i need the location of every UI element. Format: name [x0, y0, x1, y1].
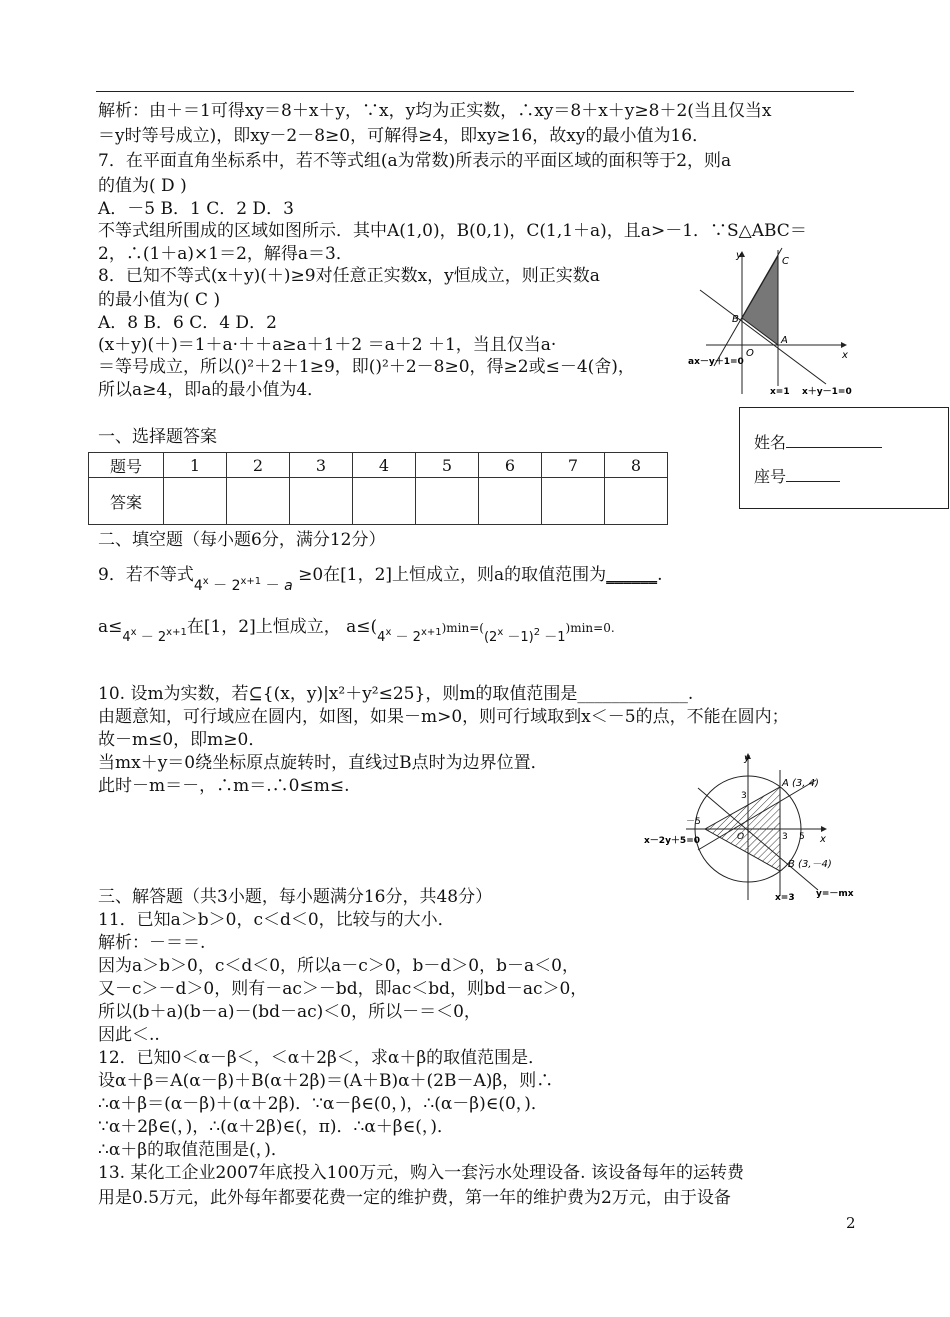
- text-line-l8: 8．已知不等式(x＋y)(＋)≥9对任意正实数x，y恒成立，则正实数a: [98, 266, 600, 286]
- label-x-2: x: [820, 834, 826, 845]
- name-label: 姓名: [754, 433, 787, 452]
- answer-cell-7[interactable]: [542, 478, 605, 525]
- text-line-l15: 二、填空题（每小题6分，满分12分）: [98, 530, 386, 550]
- label-5x: 5: [799, 832, 805, 842]
- text-line-l14: 一、选择题答案: [98, 427, 217, 447]
- figure-q10-circle: [640, 750, 870, 904]
- text-line-l31: 设α＋β＝A(α－β)＋B(α＋2β)＝(A＋B)α＋(2B－A)β，则∴: [98, 1071, 554, 1091]
- text-line-l11: (x＋y)(＋)＝1＋a·＋＋a≥a＋1＋2 ＝a＋2 ＋1，当且仅当a·: [98, 335, 557, 355]
- text-line-l29: 因此＜..: [98, 1025, 160, 1045]
- label-B-2: B (3,－4): [788, 859, 832, 870]
- label-line2: x=1: [770, 387, 790, 397]
- text-line-l20: 故－m≤0，即m≥0．: [98, 730, 266, 750]
- table-num-2: 2: [227, 453, 290, 478]
- text-line-l30: 12．已知0＜α－β＜，＜α＋2β＜，求α＋β的取值范围是．: [98, 1048, 546, 1068]
- label-3x: 3: [782, 832, 788, 842]
- label-line3-2: y=－mx: [816, 889, 854, 899]
- text-line-l28: 所以(b＋a)(b－a)－(bd－ac)＜0，所以－＝＜0，: [98, 1002, 481, 1022]
- table-num-7: 7: [542, 453, 605, 478]
- label-line1-2: x－2y＋5=0: [644, 836, 700, 846]
- text-line-l26: 因为a＞b＞0，c＜d＜0，所以a－c＞0，b－d＞0，b－a＜0，: [98, 956, 579, 976]
- q9-solution: $a\le 4^x - 2^{x+1}$在[1，2]上恒成立， $a\le(4^x - 2^{x+1})\min=((2^x -1)^2 -1)\min=0$.: [98, 617, 615, 645]
- q9-blank: ______: [606, 565, 658, 585]
- text-line-l32: ∴α＋β＝(α－β)＋(α＋2β)．∵α－β∈(0，)，∴(α－β)∈(0，)．: [98, 1094, 548, 1114]
- figure-q7-region: [686, 246, 854, 398]
- answer-cell-3[interactable]: [290, 478, 353, 525]
- answer-table: [88, 452, 668, 525]
- table-num-4: 4: [353, 453, 416, 478]
- table-num-6: 6: [479, 453, 542, 478]
- page-number: 2: [846, 1214, 856, 1232]
- label-C: C: [782, 256, 789, 267]
- text-line-l13: 所以a≥4，即a的最小值为4．: [98, 380, 325, 400]
- q9-line: 9．若不等式$4^x - 2^{x+1} - a \ge 0$在[1，2]上恒成立，则a的取值范围为______.: [98, 561, 663, 587]
- table-num-1: 1: [164, 453, 227, 478]
- answer-cell-5[interactable]: [416, 478, 479, 525]
- text-line-l27: 又－c＞－d＞0，则有－ac＞－bd，即ac＜bd，则bd－ac＞0，: [98, 979, 588, 999]
- label-O-2: O: [737, 832, 745, 842]
- text-line-l10: A．8 B．6 C．4 D．2: [98, 313, 277, 333]
- text-line-l2: ＝y时等号成立)，即xy－2－8≥0，可解得≥4，即xy≥16，故xy的最小值为16．: [98, 126, 710, 146]
- text-line-l5: A．－5 B．1 C．2 D．3: [98, 199, 294, 219]
- label-x: x: [842, 350, 848, 361]
- text-line-l3: 7．在平面直角坐标系中，若不等式组(a为常数)所表示的平面区域的面积等于2，则a: [98, 151, 732, 171]
- text-line-l33: ∵α＋2β∈(，)，∴(α＋2β)∈(，π)．∴α＋β∈(，)．: [98, 1117, 454, 1137]
- label-y-2: y: [744, 753, 750, 764]
- answer-cell-8[interactable]: [605, 478, 668, 525]
- table-num-5: 5: [416, 453, 479, 478]
- text-line-l1: 解析：由＋＝1可得xy＝8＋x＋y，∵x，y均为正实数，∴xy＝8＋x＋y≥8＋2(当且仅当x: [98, 101, 772, 121]
- table-num-8: 8: [605, 453, 668, 478]
- text-line-l22: 此时－m＝－，∴m＝.∴0≤m≤.: [98, 776, 350, 796]
- label-line1: ax－y＋1=0: [688, 357, 744, 367]
- text-line-l34: ∴α＋β的取值范围是(，)．: [98, 1140, 288, 1160]
- text-line-l9: 的最小值为( C ): [98, 290, 221, 310]
- label-line2-2: x=3: [775, 893, 795, 903]
- shaded-triangle: [742, 256, 778, 345]
- label-3y: 3: [741, 791, 747, 801]
- answer-cell-6[interactable]: [479, 478, 542, 525]
- label-line3: x＋y－1=0: [802, 387, 852, 397]
- text-line-l6: 不等式组所围成的区域如图所示．其中A(1,0)，B(0,1)，C(1,1＋a)，且a>－1．∵S△ABC＝: [98, 221, 807, 241]
- text-line-l12: ＝等号成立，所以()²＋2＋1≥9，即()²＋2－8≥0，得≥2或≤－4(舍)，: [98, 357, 635, 377]
- text-line-l24: 11．已知a＞b＞0，c＜d＜0，比较与的大小．: [98, 910, 455, 930]
- text-line-l25: 解析：－＝＝.: [98, 933, 206, 953]
- answer-cell-4[interactable]: [353, 478, 416, 525]
- name-field[interactable]: [786, 433, 882, 448]
- label-A: A: [781, 335, 788, 346]
- label-A-2: A (3, 4): [782, 778, 819, 789]
- seat-field[interactable]: [786, 467, 840, 482]
- answer-cell-1[interactable]: [164, 478, 227, 525]
- table-header-label: 题号: [89, 453, 164, 478]
- text-line-l19: 由题意知，可行域应在圆内，如图，如果－m>0，则可行域取到x＜－5的点，不能在圆内；: [98, 707, 789, 727]
- top-rule: [96, 91, 854, 92]
- answer-cell-2[interactable]: [227, 478, 290, 525]
- text-line-l18: 10. 设m为实数，若⊆{(x，y)|x²＋y²≤25}，则m的取值范围是_____________.: [98, 684, 694, 704]
- table-num-3: 3: [290, 453, 353, 478]
- label-y: y: [736, 250, 742, 261]
- q9-suffix: ≥0在[1，2]上恒成立，则a的取值范围为: [298, 565, 607, 585]
- text-line-l36: 用是0.5万元，此外每年都要花费一定的维护费，第一年的维护费为2万元，由于设备: [98, 1188, 731, 1208]
- label-B: B: [732, 314, 739, 325]
- seat-label: 座号: [754, 467, 787, 486]
- label-neg5: －5: [686, 817, 701, 827]
- name-seat-box: [739, 407, 949, 509]
- label-O: O: [746, 348, 754, 359]
- text-line-l35: 13. 某化工企业2007年底投入100万元，购入一套污水处理设备. 该设备每年的运转费: [98, 1163, 744, 1183]
- table-answer-label: 答案: [89, 478, 164, 525]
- text-line-l7: 2，∴(1＋a)×1＝2，解得a＝3．: [98, 244, 353, 264]
- text-line-l4: 的值为( D ): [98, 176, 187, 196]
- q9-denominator: $4^x - 2^{x+1} - a$: [193, 576, 293, 594]
- q9-prefix: 9．若不等式: [98, 565, 194, 585]
- text-line-l21: 当mx＋y＝0绕坐标原点旋转时，直线过B点时为边界位置．: [98, 753, 548, 773]
- text-line-l23: 三、解答题（共3小题，每小题满分16分，共48分）: [98, 887, 493, 907]
